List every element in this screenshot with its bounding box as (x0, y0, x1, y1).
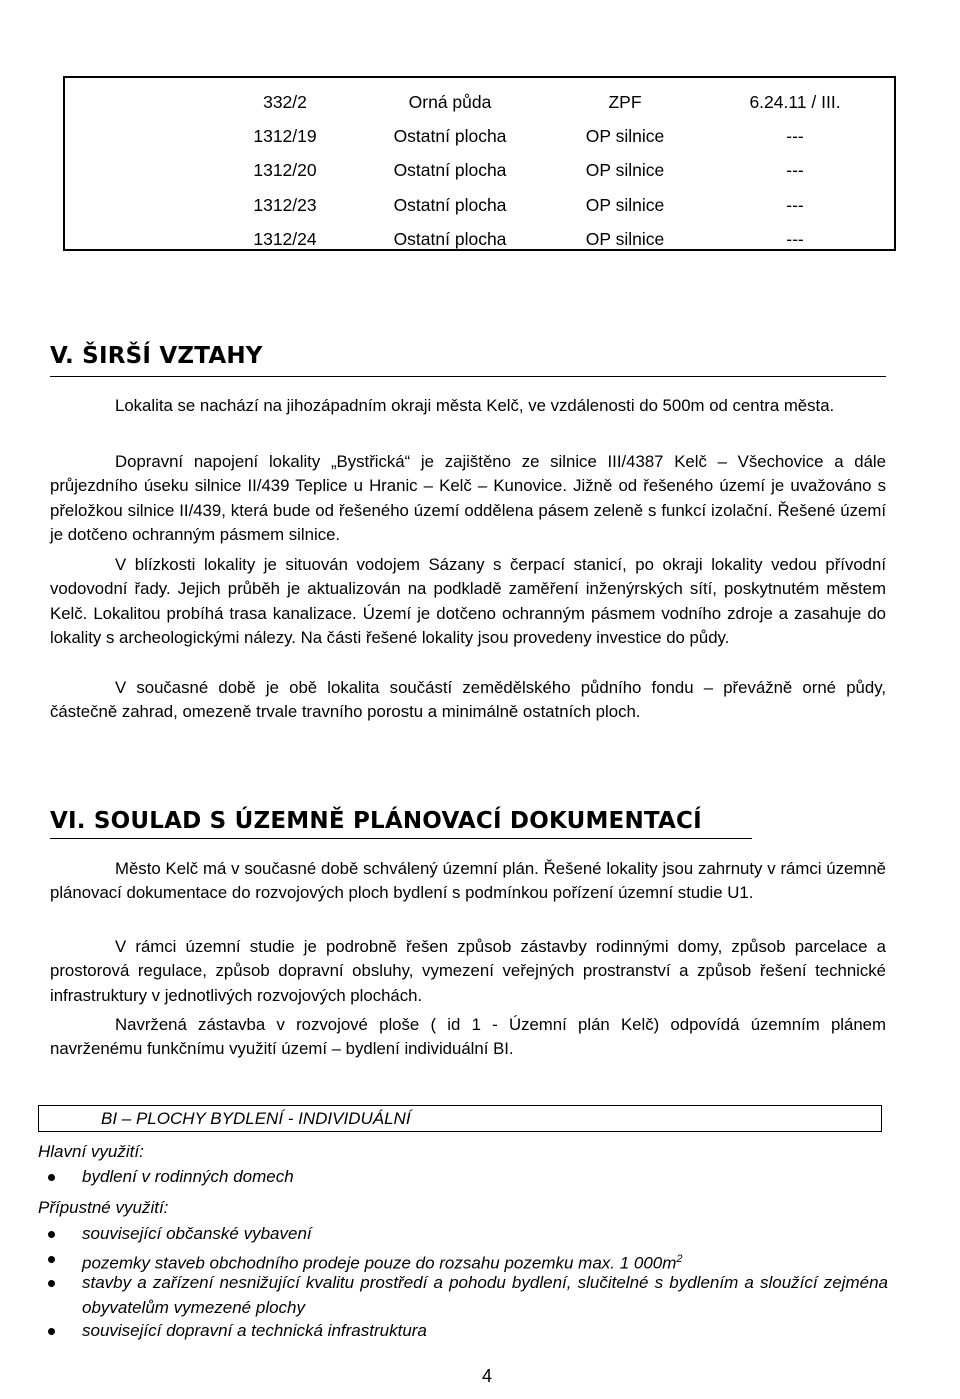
land-type: Ostatní plocha (393, 126, 507, 146)
land-class: --- (786, 160, 804, 180)
land-category: ZPF (608, 92, 642, 112)
paragraph: Dopravní napojení lokality „Bystřická“ je zajištěno ze silnice III/4387 Kelč – Všechovice a dále průjezdního úseku silnice II/439 Teplice u Hranic – Kelč – Kunovice. Jižně od řešeného území je uvažováno s přeložkou silnice II/439, která bude od řešeného území oddělena pásem zeleně s funkcí izolační. Řešené území je dotčeno ochranným pásmem silnice. (50, 452, 886, 545)
bullet-icon (48, 1231, 55, 1238)
bullet-icon (48, 1328, 55, 1335)
list-item: související občanské vybavení (38, 1222, 888, 1247)
land-type: Ostatní plocha (393, 195, 507, 215)
table-row (65, 119, 894, 153)
allowed-use-label: Přípustné využití: (38, 1198, 169, 1217)
page-number: 4 (482, 1366, 493, 1386)
parcel-number: 1312/19 (253, 126, 317, 146)
paragraph: V současné době je obě lokalita součástí zemědělského půdního fondu – převážně orné půdy, částečně zahrad, omezeně trvale travního porostu a minimálně ostatních ploch. (50, 678, 886, 722)
bi-title: BI – PLOCHY BYDLENÍ - INDIVIDUÁLNÍ (101, 1109, 411, 1128)
land-class: --- (786, 229, 804, 249)
paragraph: V rámci územní studie je podrobně řešen způsob zástavby rodinnými domy, způsob parcelace a prostorová regulace, způsob dopravní obsluhy, vymezení veřejných prostranství a způsob řešení technické infrastruktury v jednotlivých rozvojových plochách. (50, 937, 886, 1005)
list-item: stavby a zařízení nesnižující kvalitu prostředí a pohodu bydlení, slučitelné s bydlením a sloužící zejména obyvatelům vymezené plochy (38, 1271, 888, 1320)
parcel-table (63, 76, 896, 251)
land-category: OP silnice (585, 195, 665, 215)
land-class: 6.24.11 / III. (749, 92, 841, 112)
heading-rule (50, 376, 886, 377)
heading-underline (50, 838, 752, 839)
land-type: Orná půda (408, 92, 492, 112)
parcel-number: 1312/23 (253, 195, 317, 215)
parcel-number: 332/2 (263, 92, 307, 112)
bi-title-box (38, 1105, 882, 1132)
table-row (65, 85, 894, 119)
land-category: OP silnice (585, 126, 665, 146)
paragraph: Město Kelč má v současné době schválený územní plán. Řešené lokality jsou zahrnuty v rámci územně plánovací dokumentace do rozvojových ploch bydlení s podmínkou pořízení územní studie U1. (50, 859, 886, 903)
land-type: Ostatní plocha (393, 229, 507, 249)
parcel-number: 1312/20 (253, 160, 317, 180)
land-class: --- (786, 195, 804, 215)
land-category: OP silnice (585, 160, 665, 180)
list-item: pozemky staveb obchodního prodeje pouze do rozsahu pozemku max. 1 $000m^2$ (38, 1247, 888, 1276)
main-use-label: Hlavní využití: (38, 1142, 144, 1161)
table-row (65, 153, 894, 187)
paragraph: Lokalita se nachází na jihozápadním okraji města Kelč, ve vzdálenosti do 500m od centra města. (115, 396, 835, 415)
land-type: Ostatní plocha (393, 160, 507, 180)
table-row (65, 188, 894, 222)
land-category: OP silnice (585, 229, 665, 249)
paragraph: V blízkosti lokality je situován vodojem Sázany s čerpací stanicí, po okraji lokality vedou přívodní vodovodní řady. Jejich průběh je aktualizován na podkladě zaměření inženýrských sítí, poskytnutém městem Kelč. Lokalitou probíhá trasa kanalizace. Území je dotčeno ochranným pásmem vodního zdroje a zasahuje do lokality s archeologickými nálezy. Na části řešené lokality jsou provedeny investice do půdy. (50, 555, 886, 648)
table-row (65, 222, 894, 256)
bullet-icon (48, 1280, 55, 1287)
land-class: --- (786, 126, 804, 146)
superscript: 2 (676, 1253, 683, 1265)
bullet-icon (48, 1256, 55, 1263)
bullet-icon (48, 1174, 55, 1181)
section-heading-wider-relations: V. ŠIRŠÍ VZTAHY (50, 343, 263, 369)
list-item: související dopravní a technická infrastruktura (38, 1319, 888, 1344)
section-heading-planning-compliance: VI. SOULAD S ÚZEMNĚ PLÁNOVACÍ DOKUMENTACÍ (50, 808, 702, 834)
list-item: bydlení v rodinných domech (38, 1165, 888, 1190)
parcel-number: 1312/24 (253, 229, 317, 249)
paragraph: Navržená zástavba v rozvojové ploše ( id 1 - Územní plán Kelč) odpovídá územním plánem navrženému funkčnímu využití území – bydlení individuální BI. (50, 1015, 886, 1059)
